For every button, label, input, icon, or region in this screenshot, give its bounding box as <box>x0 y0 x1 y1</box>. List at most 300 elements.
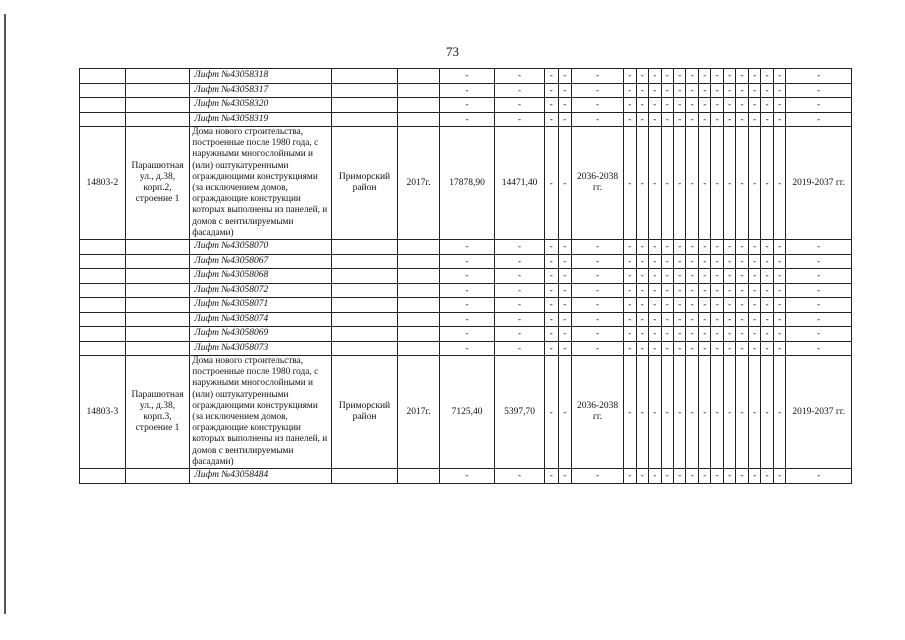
dash-cell: - <box>495 69 545 84</box>
dash-cell: - <box>572 254 624 269</box>
dash-cell: - <box>761 298 773 313</box>
dash-cell: - <box>736 269 748 284</box>
dash-cell: - <box>748 69 760 84</box>
area-total: 7125,40 <box>439 356 494 469</box>
empty-cell <box>80 240 126 255</box>
dash-cell: - <box>711 69 723 84</box>
dash-cell: - <box>748 469 760 484</box>
empty-cell <box>398 254 440 269</box>
dash-cell: - <box>495 269 545 284</box>
dash-cell: - <box>786 69 852 84</box>
lift-row <box>80 341 852 356</box>
construction-year: 2017г. <box>398 356 440 469</box>
dash-cell: - <box>761 112 773 127</box>
dash-cell: - <box>636 83 648 98</box>
dash-cell: - <box>786 240 852 255</box>
dash-cell: - <box>636 298 648 313</box>
dash-cell: - <box>495 341 545 356</box>
dash-cell: - <box>572 83 624 98</box>
dash-cell: - <box>661 298 673 313</box>
dash-cell: - <box>686 127 698 240</box>
dash-cell: - <box>736 83 748 98</box>
dash-cell: - <box>723 127 735 240</box>
dash-cell: - <box>773 240 785 255</box>
dash-cell: - <box>572 269 624 284</box>
dash-cell: - <box>439 327 494 342</box>
dash-cell: - <box>649 298 661 313</box>
dash-cell: - <box>439 341 494 356</box>
dash-cell: - <box>649 356 661 469</box>
dash-cell: - <box>711 83 723 98</box>
lift-name: Лифт №43058318 <box>190 69 331 84</box>
empty-cell <box>398 298 440 313</box>
empty-cell <box>125 98 190 113</box>
dash-cell: - <box>439 312 494 327</box>
dash-cell: - <box>786 254 852 269</box>
dash-cell: - <box>495 298 545 313</box>
dash-cell: - <box>649 283 661 298</box>
dash-cell: - <box>624 98 636 113</box>
lift-row <box>80 112 852 127</box>
empty-cell <box>125 341 190 356</box>
dash-cell: - <box>786 327 852 342</box>
dash-cell: - <box>495 312 545 327</box>
dash-cell: - <box>773 269 785 284</box>
dash-cell: - <box>649 112 661 127</box>
dash-cell: - <box>773 283 785 298</box>
dash-cell: - <box>674 83 686 98</box>
buildings-table <box>79 68 852 484</box>
empty-cell <box>125 112 190 127</box>
dash-cell: - <box>686 269 698 284</box>
dash-cell: - <box>686 341 698 356</box>
dash-cell: - <box>698 83 710 98</box>
dash-cell: - <box>558 341 572 356</box>
dash-cell: - <box>624 254 636 269</box>
dash-cell: - <box>711 98 723 113</box>
dash-cell: - <box>748 312 760 327</box>
dash-cell: - <box>545 469 559 484</box>
dash-cell: - <box>439 69 494 84</box>
dash-cell: - <box>636 240 648 255</box>
dash-cell: - <box>572 98 624 113</box>
dash-cell: - <box>649 69 661 84</box>
empty-cell <box>331 269 398 284</box>
dash-cell: - <box>545 83 559 98</box>
dash-cell: - <box>495 98 545 113</box>
lift-row <box>80 69 852 84</box>
dash-cell: - <box>748 254 760 269</box>
dash-cell: - <box>558 240 572 255</box>
dash-cell: - <box>661 254 673 269</box>
dash-cell: - <box>761 127 773 240</box>
dash-cell: - <box>649 469 661 484</box>
dash-cell: - <box>636 341 648 356</box>
empty-cell <box>125 327 190 342</box>
empty-cell <box>80 327 126 342</box>
dash-cell: - <box>558 83 572 98</box>
dash-cell: - <box>761 69 773 84</box>
dash-cell: - <box>661 112 673 127</box>
period-final: 2019-2037 гг. <box>786 356 852 469</box>
dash-cell: - <box>545 69 559 84</box>
dash-cell: - <box>736 341 748 356</box>
dash-cell: - <box>748 269 760 284</box>
dash-cell: - <box>748 127 760 240</box>
dash-cell: - <box>736 298 748 313</box>
dash-cell: - <box>736 112 748 127</box>
dash-cell: - <box>686 254 698 269</box>
building-row <box>80 356 852 469</box>
empty-cell <box>398 69 440 84</box>
dash-cell: - <box>624 112 636 127</box>
dash-cell: - <box>495 254 545 269</box>
empty-cell <box>125 240 190 255</box>
dash-cell: - <box>674 469 686 484</box>
dash-cell: - <box>698 356 710 469</box>
empty-cell <box>331 312 398 327</box>
building-id: 14803-3 <box>80 356 126 469</box>
dash-cell: - <box>761 469 773 484</box>
dash-cell: - <box>661 240 673 255</box>
dash-cell: - <box>723 283 735 298</box>
dash-cell: - <box>545 127 559 240</box>
dash-cell: - <box>649 312 661 327</box>
lift-name: Лифт №43058068 <box>190 269 331 284</box>
empty-cell <box>331 254 398 269</box>
period-facade: 2036-2038 гг. <box>572 356 624 469</box>
dash-cell: - <box>723 254 735 269</box>
dash-cell: - <box>649 254 661 269</box>
empty-cell <box>331 327 398 342</box>
dash-cell: - <box>624 69 636 84</box>
empty-cell <box>398 327 440 342</box>
dash-cell: - <box>686 298 698 313</box>
dash-cell: - <box>698 283 710 298</box>
area-living: 14471,40 <box>495 127 545 240</box>
dash-cell: - <box>636 254 648 269</box>
period-facade: 2036-2038 гг. <box>572 127 624 240</box>
empty-cell <box>331 298 398 313</box>
dash-cell: - <box>748 298 760 313</box>
dash-cell: - <box>636 69 648 84</box>
empty-cell <box>125 298 190 313</box>
dash-cell: - <box>698 341 710 356</box>
dash-cell: - <box>674 341 686 356</box>
dash-cell: - <box>748 356 760 469</box>
dash-cell: - <box>674 312 686 327</box>
dash-cell: - <box>761 269 773 284</box>
dash-cell: - <box>786 341 852 356</box>
dash-cell: - <box>674 298 686 313</box>
empty-cell <box>125 283 190 298</box>
dash-cell: - <box>624 327 636 342</box>
dash-cell: - <box>545 254 559 269</box>
dash-cell: - <box>786 283 852 298</box>
dash-cell: - <box>748 327 760 342</box>
dash-cell: - <box>761 283 773 298</box>
dash-cell: - <box>723 69 735 84</box>
empty-cell <box>125 269 190 284</box>
dash-cell: - <box>572 240 624 255</box>
dash-cell: - <box>558 356 572 469</box>
dash-cell: - <box>711 327 723 342</box>
dash-cell: - <box>439 112 494 127</box>
dash-cell: - <box>649 269 661 284</box>
dash-cell: - <box>786 98 852 113</box>
dash-cell: - <box>439 254 494 269</box>
dash-cell: - <box>495 112 545 127</box>
dash-cell: - <box>686 112 698 127</box>
dash-cell: - <box>545 341 559 356</box>
dash-cell: - <box>711 298 723 313</box>
lift-row <box>80 298 852 313</box>
empty-cell <box>398 112 440 127</box>
dash-cell: - <box>698 98 710 113</box>
dash-cell: - <box>736 356 748 469</box>
dash-cell: - <box>661 327 673 342</box>
empty-cell <box>331 283 398 298</box>
dash-cell: - <box>674 69 686 84</box>
dash-cell: - <box>698 127 710 240</box>
lift-row <box>80 98 852 113</box>
dash-cell: - <box>661 283 673 298</box>
dash-cell: - <box>545 312 559 327</box>
dash-cell: - <box>558 469 572 484</box>
dash-cell: - <box>723 469 735 484</box>
empty-cell <box>80 283 126 298</box>
lift-name: Лифт №43058484 <box>190 469 331 484</box>
dash-cell: - <box>711 341 723 356</box>
dash-cell: - <box>711 356 723 469</box>
dash-cell: - <box>545 356 559 469</box>
dash-cell: - <box>558 298 572 313</box>
dash-cell: - <box>572 312 624 327</box>
dash-cell: - <box>736 254 748 269</box>
dash-cell: - <box>736 69 748 84</box>
empty-cell <box>80 112 126 127</box>
dash-cell: - <box>572 341 624 356</box>
dash-cell: - <box>495 283 545 298</box>
lift-name: Лифт №43058074 <box>190 312 331 327</box>
dash-cell: - <box>711 312 723 327</box>
empty-cell <box>331 112 398 127</box>
dash-cell: - <box>773 356 785 469</box>
dash-cell: - <box>736 312 748 327</box>
dash-cell: - <box>711 240 723 255</box>
dash-cell: - <box>674 240 686 255</box>
dash-cell: - <box>711 112 723 127</box>
dash-cell: - <box>636 98 648 113</box>
dash-cell: - <box>773 298 785 313</box>
dash-cell: - <box>439 98 494 113</box>
lift-row <box>80 469 852 484</box>
dash-cell: - <box>773 254 785 269</box>
lift-row <box>80 254 852 269</box>
dash-cell: - <box>773 341 785 356</box>
dash-cell: - <box>686 356 698 469</box>
dash-cell: - <box>723 112 735 127</box>
dash-cell: - <box>786 269 852 284</box>
dash-cell: - <box>624 356 636 469</box>
dash-cell: - <box>761 98 773 113</box>
dash-cell: - <box>558 69 572 84</box>
lift-name: Лифт №43058071 <box>190 298 331 313</box>
dash-cell: - <box>723 240 735 255</box>
dash-cell: - <box>636 356 648 469</box>
dash-cell: - <box>736 127 748 240</box>
dash-cell: - <box>439 298 494 313</box>
dash-cell: - <box>698 254 710 269</box>
dash-cell: - <box>624 469 636 484</box>
period-final: 2019-2037 гг. <box>786 127 852 240</box>
area-living: 5397,70 <box>495 356 545 469</box>
empty-cell <box>398 240 440 255</box>
dash-cell: - <box>698 112 710 127</box>
empty-cell <box>80 98 126 113</box>
dash-cell: - <box>786 312 852 327</box>
dash-cell: - <box>636 127 648 240</box>
dash-cell: - <box>624 298 636 313</box>
building-address: Парашютная ул., д.38, корп.3, строение 1 <box>125 356 190 469</box>
dash-cell: - <box>723 356 735 469</box>
empty-cell <box>398 341 440 356</box>
dash-cell: - <box>698 312 710 327</box>
empty-cell <box>331 98 398 113</box>
dash-cell: - <box>558 283 572 298</box>
dash-cell: - <box>711 254 723 269</box>
dash-cell: - <box>649 327 661 342</box>
empty-cell <box>80 83 126 98</box>
dash-cell: - <box>661 269 673 284</box>
dash-cell: - <box>661 469 673 484</box>
dash-cell: - <box>674 112 686 127</box>
dash-cell: - <box>649 341 661 356</box>
dash-cell: - <box>674 127 686 240</box>
empty-cell <box>398 469 440 484</box>
dash-cell: - <box>711 283 723 298</box>
dash-cell: - <box>624 312 636 327</box>
dash-cell: - <box>572 69 624 84</box>
empty-cell <box>331 341 398 356</box>
empty-cell <box>398 83 440 98</box>
dash-cell: - <box>723 341 735 356</box>
dash-cell: - <box>773 327 785 342</box>
dash-cell: - <box>572 469 624 484</box>
dash-cell: - <box>698 269 710 284</box>
lift-name: Лифт №43058319 <box>190 112 331 127</box>
dash-cell: - <box>773 98 785 113</box>
lift-name: Лифт №43058069 <box>190 327 331 342</box>
dash-cell: - <box>748 83 760 98</box>
lift-row <box>80 283 852 298</box>
dash-cell: - <box>572 298 624 313</box>
dash-cell: - <box>748 341 760 356</box>
empty-cell <box>331 469 398 484</box>
dash-cell: - <box>558 112 572 127</box>
dash-cell: - <box>723 83 735 98</box>
empty-cell <box>398 312 440 327</box>
dash-cell: - <box>736 327 748 342</box>
dash-cell: - <box>545 269 559 284</box>
dash-cell: - <box>773 112 785 127</box>
lift-name: Лифт №43058073 <box>190 341 331 356</box>
building-description: Дома нового строительства, построенные после 1980 года, с наружными многослойными и (или) оштукатуренными ограждающими конструкциями (за исключением домов, ограждающие конструкции которых выполнены из панелей, и домов с вентилируемыми фасадами) <box>190 356 331 469</box>
dash-cell: - <box>723 312 735 327</box>
dash-cell: - <box>736 98 748 113</box>
dash-cell: - <box>649 240 661 255</box>
dash-cell: - <box>686 283 698 298</box>
empty-cell <box>125 254 190 269</box>
empty-cell <box>125 469 190 484</box>
dash-cell: - <box>748 283 760 298</box>
area-total: 17878,90 <box>439 127 494 240</box>
dash-cell: - <box>773 69 785 84</box>
dash-cell: - <box>439 283 494 298</box>
dash-cell: - <box>624 283 636 298</box>
dash-cell: - <box>661 127 673 240</box>
dash-cell: - <box>698 469 710 484</box>
empty-cell <box>398 269 440 284</box>
building-district: Приморский район <box>331 356 398 469</box>
lift-name: Лифт №43058070 <box>190 240 331 255</box>
dash-cell: - <box>686 312 698 327</box>
dash-cell: - <box>558 269 572 284</box>
dash-cell: - <box>495 327 545 342</box>
dash-cell: - <box>723 269 735 284</box>
dash-cell: - <box>686 327 698 342</box>
building-district: Приморский район <box>331 127 398 240</box>
dash-cell: - <box>761 240 773 255</box>
lift-name: Лифт №43058317 <box>190 83 331 98</box>
dash-cell: - <box>711 469 723 484</box>
dash-cell: - <box>545 298 559 313</box>
dash-cell: - <box>495 240 545 255</box>
empty-cell <box>80 69 126 84</box>
dash-cell: - <box>624 240 636 255</box>
dash-cell: - <box>661 341 673 356</box>
lift-row <box>80 240 852 255</box>
dash-cell: - <box>545 283 559 298</box>
empty-cell <box>125 83 190 98</box>
dash-cell: - <box>558 327 572 342</box>
dash-cell: - <box>761 83 773 98</box>
empty-cell <box>125 312 190 327</box>
dash-cell: - <box>439 83 494 98</box>
dash-cell: - <box>698 240 710 255</box>
dash-cell: - <box>723 298 735 313</box>
dash-cell: - <box>495 83 545 98</box>
dash-cell: - <box>545 112 559 127</box>
lift-name: Лифт №43058072 <box>190 283 331 298</box>
dash-cell: - <box>624 269 636 284</box>
lift-name: Лифт №43058067 <box>190 254 331 269</box>
lift-row <box>80 312 852 327</box>
dash-cell: - <box>686 98 698 113</box>
dash-cell: - <box>636 469 648 484</box>
dash-cell: - <box>773 469 785 484</box>
lift-row <box>80 269 852 284</box>
dash-cell: - <box>649 83 661 98</box>
dash-cell: - <box>761 356 773 469</box>
dash-cell: - <box>674 98 686 113</box>
dash-cell: - <box>558 312 572 327</box>
dash-cell: - <box>723 327 735 342</box>
dash-cell: - <box>661 83 673 98</box>
dash-cell: - <box>761 341 773 356</box>
dash-cell: - <box>761 327 773 342</box>
empty-cell <box>80 469 126 484</box>
